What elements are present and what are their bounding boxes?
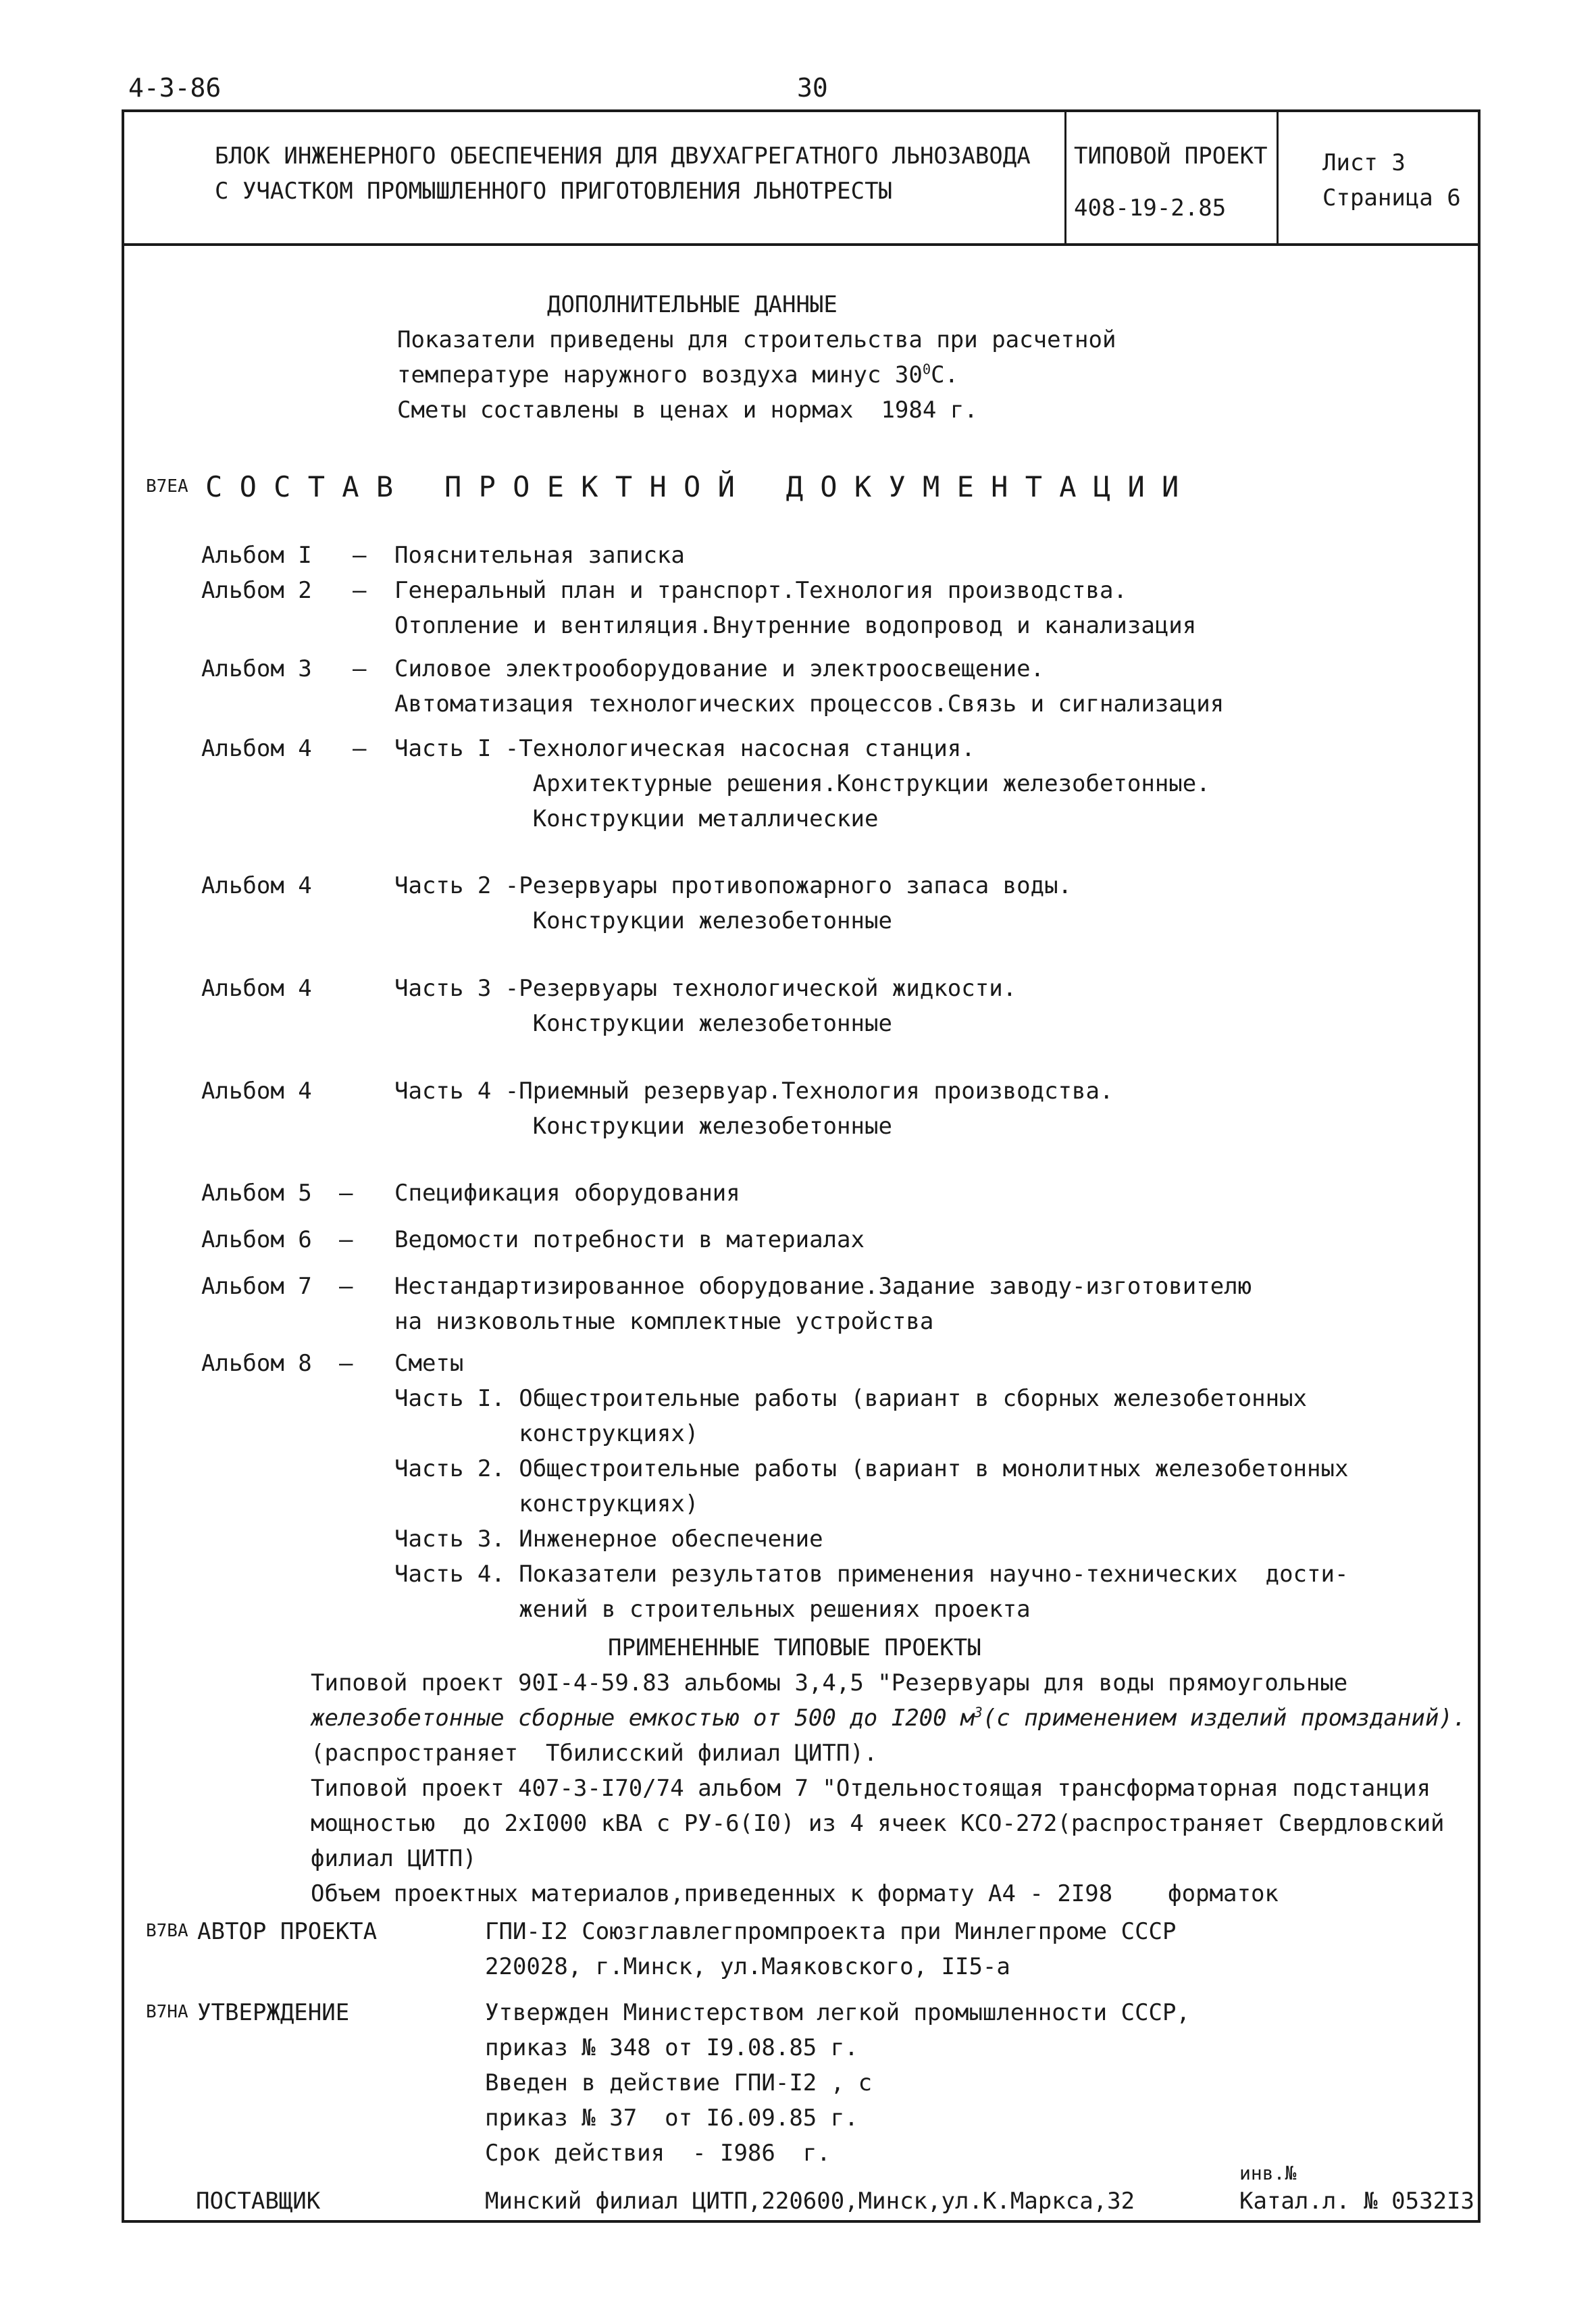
album-dash: –	[353, 655, 367, 682]
album-label: Альбом I	[201, 542, 312, 569]
approval-line: Утвержден Министерством легкой промышленности СССР,	[485, 1999, 1190, 2026]
album-line: Часть I. Общестроительные работы (вариант в сборных железобетонных	[394, 1385, 1308, 1412]
author-label: АВТОР ПРОЕКТА	[197, 1918, 378, 1945]
header-divider-1	[1064, 109, 1066, 245]
inventory-label: инв.№	[1239, 2162, 1297, 2184]
typical-line6: филиал ЦИТП)	[311, 1845, 477, 1872]
album-label: Альбом 4	[201, 1078, 312, 1105]
typical-line3: (распространяет Тбилисский филиал ЦИТП).	[311, 1740, 878, 1767]
album-label: Альбом 6	[201, 1226, 312, 1253]
frame-left-line	[122, 109, 124, 2223]
frame-bottom-line	[122, 2220, 1481, 2223]
album-label: Альбом 7	[201, 1273, 312, 1300]
album-line: Часть 2. Общестроительные работы (вариант в монолитных железобетонных	[394, 1455, 1349, 1482]
album-line: Часть 4. Показатели результатов применения научно-технических дости-	[394, 1561, 1349, 1588]
album-line: Часть 3 -Резервуары технологической жидкости.	[394, 975, 1017, 1002]
author-line1: ГПИ-I2 Союзглавлегпромпроекта при Минлегпроме СССР	[485, 1918, 1177, 1945]
album-line: Конструкции железобетонные	[394, 1113, 892, 1140]
page-number: 30	[797, 73, 828, 103]
typical-line1: Типовой проект 90I-4-59.83 альбомы 3,4,5 "Резервуары для воды прямоугольные	[311, 1669, 1348, 1696]
album-label: Альбом 4	[201, 872, 312, 899]
album-label: Альбом 4	[201, 735, 312, 762]
album-line: Силовое электрооборудование и электроосвещение.	[394, 655, 1045, 682]
album-line: Спецификация оборудования	[394, 1180, 740, 1207]
album-dash: –	[353, 542, 367, 569]
album-line: Сметы	[394, 1350, 464, 1377]
composition-title: С О С Т А В П Р О Е К Т Н О Й Д О К У М Е Н Т А Ц И И	[205, 470, 1179, 503]
typical-projects-heading: ПРИМЕНЕННЫЕ ТИПОВЫЕ ПРОЕКТЫ	[608, 1634, 981, 1661]
album-label: Альбом 4	[201, 975, 312, 1002]
header-title-line2: С УЧАСТКОМ ПРОМЫШЛЕННОГО ПРИГОТОВЛЕНИЯ ЛЬНОТРЕСТЫ	[215, 178, 893, 205]
approval-label: УТВЕРЖДЕНИЕ	[197, 1999, 350, 2026]
album-line: Часть 4 -Приемный резервуар.Технология производства.	[394, 1078, 1114, 1105]
additional-data-heading: ДОПОЛНИТЕЛЬНЫЕ ДАННЫЕ	[547, 291, 838, 318]
typical-line7: Объем проектных материалов,приведенных к формату А4 - 2I98 форматок	[311, 1880, 1279, 1907]
sheet-number: Лист 3	[1322, 149, 1406, 176]
additional-line1: Показатели приведены для строительства при расчетной	[397, 326, 1116, 353]
album-dash: –	[339, 1180, 353, 1207]
album-line: Архитектурные решения.Конструкции железобетонные.	[394, 770, 1210, 797]
album-dash: –	[353, 577, 367, 604]
album-line: на низковольтные комплектные устройства	[394, 1308, 934, 1335]
composition-code: В7ЕА	[146, 476, 188, 497]
album-dash: –	[339, 1273, 353, 1300]
album-line: жений в строительных решениях проекта	[394, 1596, 1031, 1623]
album-line: Генеральный план и транспорт.Технология производства.	[394, 577, 1127, 604]
approval-code: В7НА	[146, 2002, 188, 2022]
author-line2: 220028, г.Минск, ул.Маяковского, II5-а	[485, 1953, 1010, 1980]
album-line: Нестандартизированное оборудование.Задание заводу-изготовителю	[394, 1273, 1252, 1300]
approval-line: Введен в действие ГПИ-I2 , с	[485, 2069, 873, 2096]
album-label: Альбом 3	[201, 655, 312, 682]
album-label: Альбом 5	[201, 1180, 312, 1207]
album-line: Часть 3. Инженерное обеспечение	[394, 1526, 823, 1553]
author-code: В7ВА	[146, 1921, 188, 1941]
catalog-number: Катал.л. № 0532I3	[1239, 2188, 1474, 2215]
supplier-text: Минский филиал ЦИТП,220600,Минск,ул.К.Маркса,32	[485, 2188, 1135, 2215]
album-line: Отопление и вентиляция.Внутренние водопровод и канализация	[394, 612, 1197, 639]
approval-line: Срок действия - I986 г.	[485, 2140, 831, 2167]
project-number: 408-19-2.85	[1074, 195, 1227, 222]
album-line: Конструкции металлические	[394, 805, 879, 832]
project-label: ТИПОВОЙ ПРОЕКТ	[1074, 143, 1268, 170]
album-dash: –	[339, 1350, 353, 1377]
approval-line: приказ № 348 от I9.08.85 г.	[485, 2034, 858, 2061]
album-dash: –	[353, 735, 367, 762]
album-line: Конструкции железобетонные	[394, 907, 892, 934]
album-line: конструкциях)	[394, 1420, 699, 1447]
album-label: Альбом 8	[201, 1350, 312, 1377]
document-code: 4-3-86	[128, 73, 222, 103]
album-line: конструкциях)	[394, 1490, 699, 1517]
typical-line4: Типовой проект 407-3-I70/74 альбом 7 "Отдельностоящая трансформаторная подстанция	[311, 1775, 1431, 1802]
frame-right-line	[1478, 109, 1481, 2223]
album-line: Часть I -Технологическая насосная станция.	[394, 735, 975, 762]
album-line: Пояснительная записка	[394, 542, 685, 569]
album-label: Альбом 2	[201, 577, 312, 604]
supplier-label: ПОСТАВЩИК	[196, 2188, 321, 2215]
album-line: Часть 2 -Резервуары противопожарного запаса воды.	[394, 872, 1073, 899]
header-divider-2	[1277, 109, 1279, 245]
approval-line: приказ № 37 от I6.09.85 г.	[485, 2105, 858, 2132]
typical-line5: мощностью до 2хI000 кВА с РУ-6(I0) из 4 ячеек КСО-272(распространяет Свердловский	[311, 1810, 1445, 1837]
additional-line2: температуре наружного воздуха минус $30^0С$.	[397, 361, 959, 388]
album-line: Автоматизация технологических процессов.Связь и сигнализация	[394, 690, 1225, 718]
album-dash: –	[339, 1226, 353, 1253]
page-reference: Страница 6	[1322, 184, 1461, 211]
additional-line3: Сметы составлены в ценах и нормах 1984 г.	[397, 397, 978, 424]
album-line: Конструкции железобетонные	[394, 1010, 892, 1037]
header-title-line1: БЛОК ИНЖЕНЕРНОГО ОБЕСПЕЧЕНИЯ ДЛЯ ДВУХАГРЕГАТНОГО ЛЬНОЗАВОДА	[215, 143, 1031, 170]
typical-line2: железобетонные сборные емкостью от 500 до I200 $м^3(с$ применением изделий промзданий).	[311, 1704, 1467, 1732]
album-line: Ведомости потребности в материалах	[394, 1226, 865, 1253]
